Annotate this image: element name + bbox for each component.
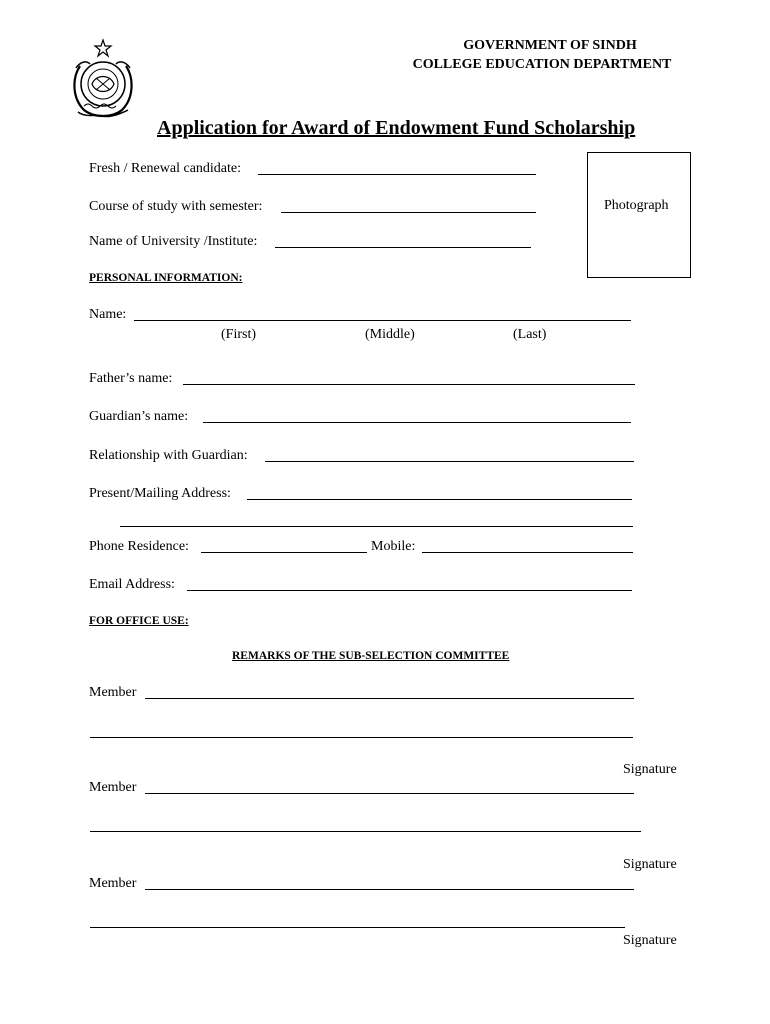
header-government: GOVERNMENT OF SINDH: [463, 38, 637, 53]
address-field-line1[interactable]: [247, 499, 632, 500]
member-2-remarks-line[interactable]: [90, 831, 641, 832]
header-department: COLLEGE EDUCATION DEPARTMENT: [412, 57, 672, 72]
name-field[interactable]: [134, 320, 631, 321]
name-middle-caption: (Middle): [365, 327, 415, 342]
member-1-field[interactable]: [145, 698, 634, 699]
government-seal-logo: [66, 38, 144, 120]
member-3-remarks-line[interactable]: [90, 927, 625, 928]
personal-info-heading: PERSONAL INFORMATION:: [89, 272, 243, 284]
member-3-signature-label: Signature: [623, 933, 677, 948]
course-label: Course of study with semester:: [89, 199, 263, 214]
name-label: Name:: [89, 307, 127, 322]
office-use-heading: FOR OFFICE USE:: [89, 615, 189, 627]
relationship-field[interactable]: [265, 461, 634, 462]
name-last-caption: (Last): [513, 327, 547, 342]
address-field-line2[interactable]: [120, 526, 633, 527]
guardian-name-label: Guardian’s name:: [89, 409, 189, 424]
page-title: Application for Award of Endowment Fund Scholarship: [157, 117, 636, 139]
member-1-remarks-line[interactable]: [90, 737, 633, 738]
photograph-box[interactable]: [587, 152, 691, 278]
member-1-signature-label: Signature: [623, 762, 677, 777]
father-name-label: Father’s name:: [89, 371, 173, 386]
fresh-renewal-label: Fresh / Renewal candidate:: [89, 161, 242, 176]
university-label: Name of University /Institute:: [89, 234, 258, 249]
phone-residence-label: Phone Residence:: [89, 539, 189, 554]
relationship-label: Relationship with Guardian:: [89, 448, 248, 463]
mobile-label: Mobile:: [371, 539, 416, 554]
phone-residence-field[interactable]: [201, 552, 367, 553]
member-2-signature-label: Signature: [623, 857, 677, 872]
fresh-renewal-field[interactable]: [258, 174, 536, 175]
member-1-label: Member: [89, 685, 137, 700]
guardian-name-field[interactable]: [203, 422, 631, 423]
remarks-heading: REMARKS OF THE SUB-SELECTION COMMITTEE: [232, 650, 510, 662]
university-field[interactable]: [275, 247, 531, 248]
email-label: Email Address:: [89, 577, 175, 592]
name-first-caption: (First): [221, 327, 256, 342]
father-name-field[interactable]: [183, 384, 635, 385]
member-2-field[interactable]: [145, 793, 634, 794]
member-3-field[interactable]: [145, 889, 634, 890]
member-2-label: Member: [89, 780, 137, 795]
address-label: Present/Mailing Address:: [89, 486, 231, 501]
mobile-field[interactable]: [422, 552, 633, 553]
email-field[interactable]: [187, 590, 632, 591]
course-field[interactable]: [281, 212, 536, 213]
member-3-label: Member: [89, 876, 137, 891]
photograph-label: Photograph: [604, 198, 669, 213]
